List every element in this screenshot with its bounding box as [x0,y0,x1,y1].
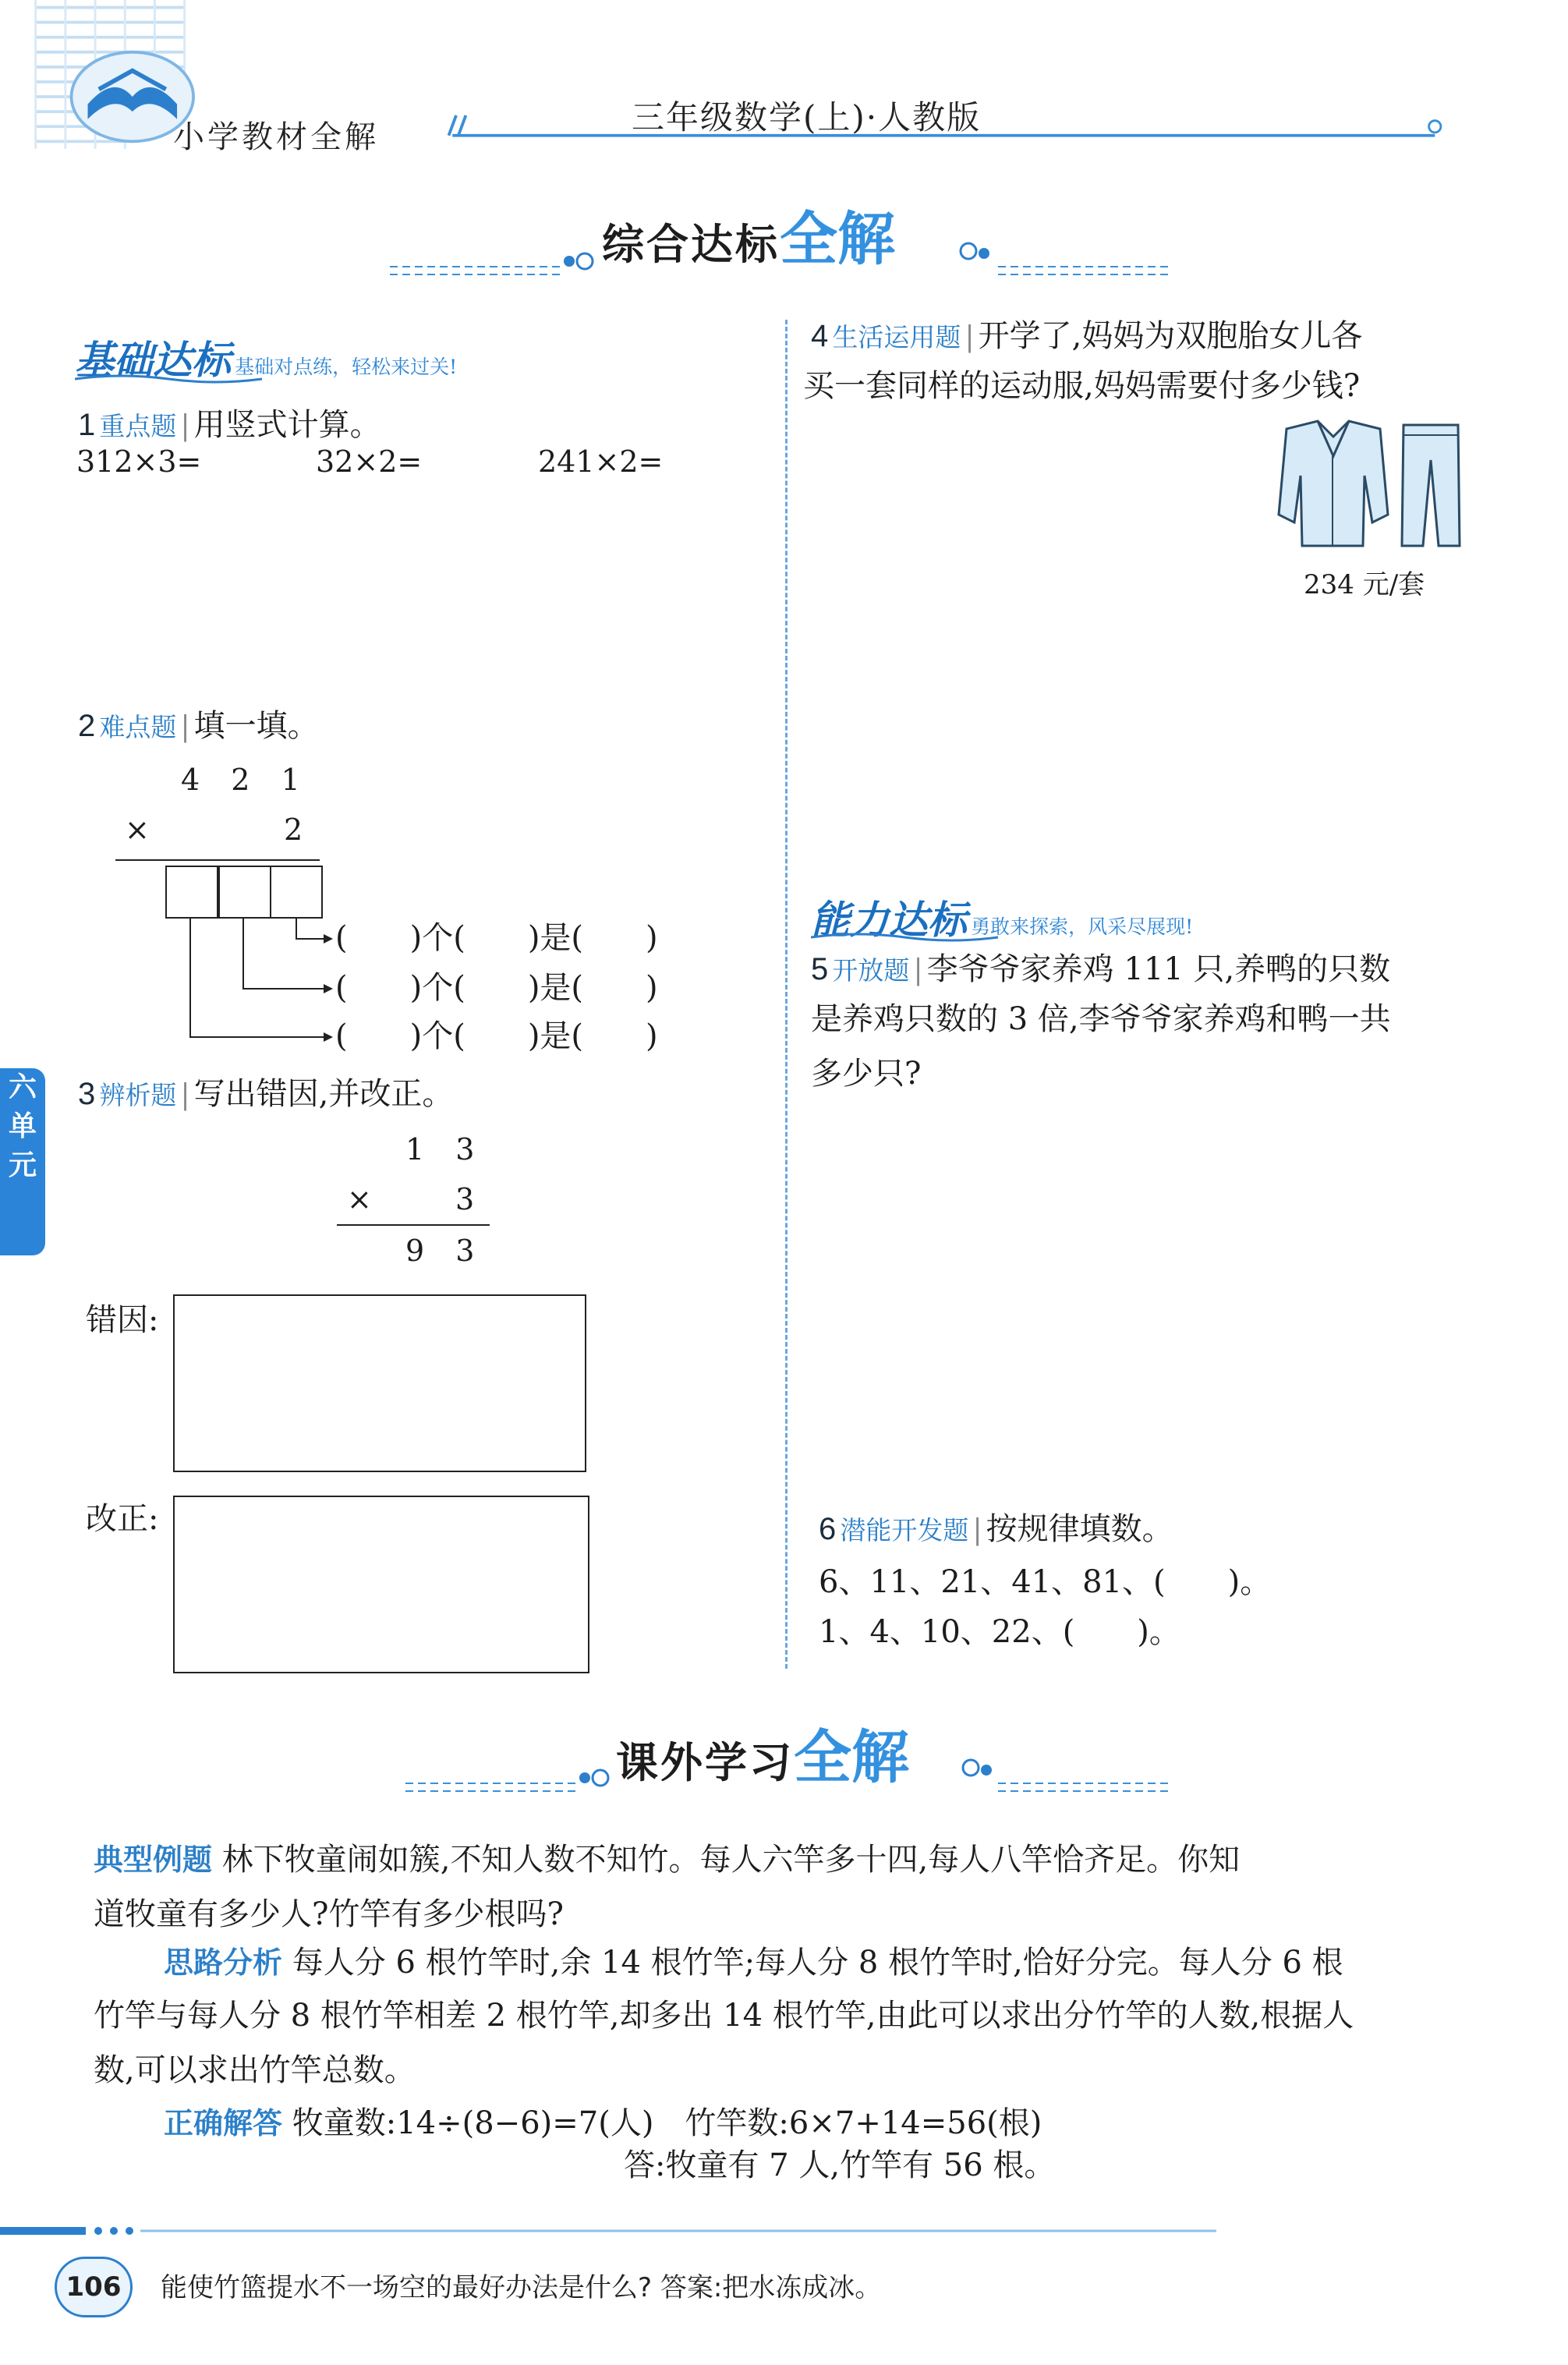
ability-level-subtitle: 勇敢来探索，风采尽展现! [971,915,1194,938]
brand-title: 小学教材全解 [173,119,379,155]
extra-section-title-highlight: 全解 [794,1724,909,1791]
question-3-separator: | [180,1079,190,1111]
question-3-multiplier: 3 [455,1182,475,1216]
extra-section-title-text: 课外学习 [616,1737,794,1787]
question-3-tag: 辨析题 [99,1080,177,1110]
basic-level-underline [75,373,543,384]
question-4-header [811,310,1362,362]
question-6-tag: 潜能开发题 [840,1515,969,1545]
question-6-text: 按规律填数。 [986,1511,1173,1547]
basic-level-subtitle: 基础对点练，轻松来过关! [235,356,458,378]
question-4-number: 4 [811,319,829,353]
answer-box-tens[interactable] [218,866,271,919]
question-5-text-line-3: 多少只? [811,1056,922,1092]
question-5-header [811,944,1390,995]
unit-tab-char-2: 单 [8,1110,37,1142]
question-5-text-line-1: 李爷爷家养鸡 111 只,养鸭的只数 [926,951,1391,987]
error-reason-label: 错因: [86,1302,159,1338]
analysis-line-3: 数,可以求出竹竿总数。 [94,2052,416,2088]
example-label: 典型例题 [94,1843,213,1877]
unit-tab-char-3: 元 [8,1149,37,1181]
question-3-rule [337,1224,490,1226]
question-3-header [78,1068,453,1120]
question-2-rule [115,859,320,861]
main-section-title-highlight: 全解 [780,206,895,273]
column-divider [785,320,788,1669]
answer-box-hundreds[interactable] [165,866,218,919]
book-title: 三年级数学(上)·人教版 [632,98,982,136]
question-1-item-2: 32×2= [316,444,423,479]
question-1-header [78,399,381,451]
basic-level-title: 基础达标 [75,337,231,383]
question-1-separator: | [180,410,190,442]
question-5-tag: 开放题 [832,955,910,986]
answer-box-ones[interactable] [270,866,323,919]
question-3-text: 写出错因,并改正。 [193,1076,454,1112]
answer-label: 正确解答 [164,2106,283,2140]
question-2-text: 填一填。 [193,708,319,744]
answer-line-1: 牧童数:14÷(8−6)=7(人) 竹竿数:6×7+14=56(根) [292,2105,1042,2141]
page-number-badge [55,2257,133,2317]
unit-side-tab [0,1068,45,1255]
analysis-line-2: 竹竿与每人分 8 根竹竿相差 2 根竹竿,却多出 14 根竹竿,由此可以求出分竹竿的人数,根据人 [94,1998,1354,2034]
question-5-number: 5 [811,952,829,986]
answer-line-2: 答:牧童有 7 人,竹竿有 56 根。 [624,2147,1056,2183]
question-1-item-1: 312×3= [76,444,202,479]
question-6-header [819,1503,1173,1555]
question-4-tag: 生活运用题 [832,322,961,352]
example-paragraph [94,1832,1481,1887]
question-2-header [78,700,319,752]
analysis-paragraph [164,1935,1343,1990]
question-2-multiplicand: 4 2 1 [181,763,311,797]
question-6-separator: | [972,1514,982,1546]
question-6-sequence-1[interactable]: 6、11、21、41、81、( )。 [819,1564,1272,1600]
footer-rule [0,2215,1568,2246]
tracksuit-price: 234 元/套 [1304,569,1425,600]
unit-tab-char-1: 六 [8,1071,37,1103]
question-2-fill-row-2[interactable]: ( )个( )是( ) [335,970,658,1006]
question-2-separator: | [180,711,190,743]
page-number: 106 [65,2271,122,2303]
footer-riddle: 能使竹篮提水不一场空的最好办法是什么? 答案:把水冻成冰。 [161,2272,882,2303]
question-4-separator: | [965,321,975,353]
question-2-number: 2 [78,709,96,743]
question-5-separator: | [913,954,923,986]
question-4-text-line-1: 开学了,妈妈为双胞胎女儿各 [978,318,1363,354]
extra-section-title [616,1712,909,1794]
error-reason-box[interactable] [173,1294,586,1472]
question-6-sequence-2[interactable]: 1、4、10、22、( )。 [819,1614,1180,1650]
question-3-number: 3 [78,1077,96,1111]
example-line-1: 林下牧童闹如簇,不知人数不知竹。每人六竿多十四,每人八竿恰齐足。你知 [221,1842,1241,1878]
tracksuit-image [1263,413,1466,554]
question-3-times-sign: × [347,1182,372,1216]
correction-label: 改正: [86,1501,159,1537]
question-3-result: 9 3 [405,1234,486,1268]
example-line-2: 道牧童有多少人?竹竿有多少根吗? [94,1896,564,1932]
question-2-fill-row-1[interactable]: ( )个( )是( ) [335,920,658,956]
analysis-label: 思路分析 [164,1945,283,1980]
question-1-item-3: 241×2= [538,444,664,479]
question-2-tag: 难点题 [99,712,177,742]
question-1-tag: 重点题 [99,411,177,441]
question-2-arrows [179,917,335,1050]
question-3-multiplicand: 1 3 [405,1132,486,1167]
analysis-line-1: 每人分 6 根竹竿时,余 14 根竹竿;每人分 8 根竹竿时,恰好分完。每人分 6 根 [292,1945,1343,1981]
question-4-text-line-2: 买一套同样的运动服,妈妈需要付多少钱? [803,368,1361,404]
question-2-multiplier: 2 [284,813,303,847]
question-6-number: 6 [819,1512,837,1546]
question-1-text: 用竖式计算。 [193,407,381,443]
main-section-title-text: 综合达标 [602,219,780,269]
ability-level-underline [811,931,1279,942]
ability-level-title: 能力达标 [811,897,967,943]
correction-box[interactable] [173,1496,589,1673]
main-section-title [602,193,895,276]
question-1-number: 1 [78,408,96,442]
question-2-times-sign: × [125,813,150,847]
question-2-fill-row-3[interactable]: ( )个( )是( ) [335,1018,658,1054]
question-5-text-line-2: 是养鸡只数的 3 倍,李爷爷家养鸡和鸭一共 [811,1001,1391,1037]
